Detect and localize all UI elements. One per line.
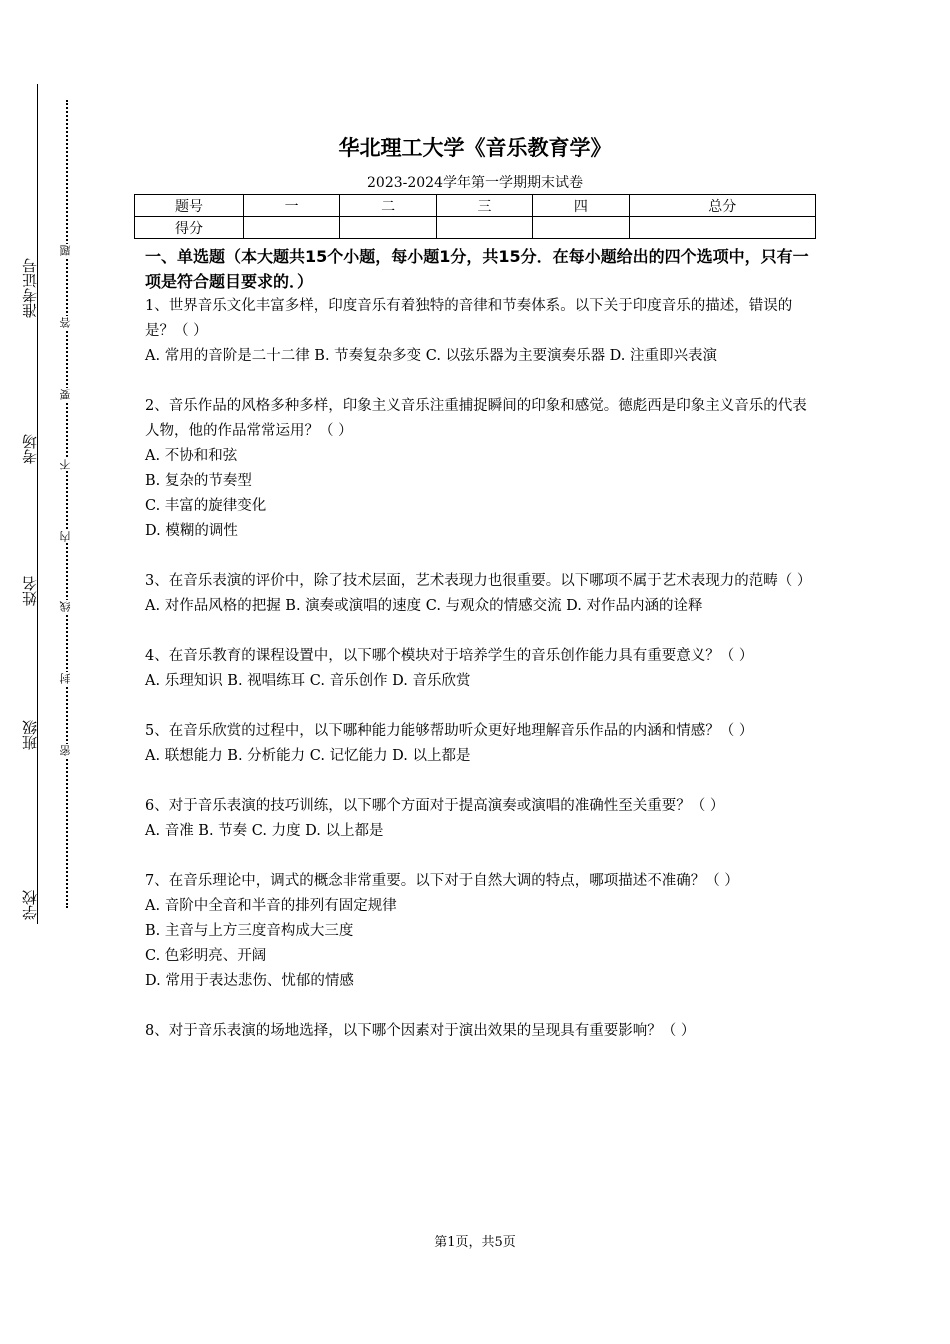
question-content <box>145 244 810 1044</box>
question-options: A. 乐理知识 B. 视唱练耳 C. 音乐创作 D. 音乐欣赏 <box>145 673 471 689</box>
question-5 <box>145 719 810 769</box>
header-cell: 二 <box>340 195 436 217</box>
question-6 <box>145 794 810 844</box>
question-stem: 6、对于音乐表演的技巧训练，以下哪个方面对于提高演奏或演唱的准确性至关重要？（ ） <box>145 798 725 814</box>
score-cell <box>629 217 815 239</box>
question-4 <box>145 644 810 694</box>
score-table-score-row <box>135 217 816 239</box>
score-table-header-row <box>135 195 816 217</box>
header-cell: 总分 <box>629 195 815 217</box>
question-options: A. 音准 B. 节奏 C. 力度 D. 以上都是 <box>145 823 384 839</box>
question-8 <box>145 1019 810 1044</box>
question-option: C. 丰富的旋律变化 <box>145 498 267 514</box>
question-stem: 3、在音乐表演的评价中，除了技术层面，艺术表现力也很重要。以下哪项不属于艺术表现力的范畴（ ） <box>145 573 812 589</box>
class-label: 班级 <box>21 720 39 750</box>
binding-solid-line <box>37 84 38 924</box>
seal-char: 要 <box>59 389 72 400</box>
question-stem: 4、在音乐教育的课程设置中，以下哪个模块对于培养学生的音乐创作能力具有重要意义？（ ） <box>145 648 754 664</box>
seal-char: 封 <box>59 673 72 684</box>
score-cell <box>436 217 532 239</box>
question-option: A. 音阶中全音和半音的排列有固定规律 <box>145 898 397 914</box>
seal-char: 线 <box>59 601 72 612</box>
header-cell: 三 <box>436 195 532 217</box>
question-option: A. 不协和和弦 <box>145 448 238 464</box>
question-option: C. 色彩明亮、开阔 <box>145 948 267 964</box>
header-cell: 一 <box>243 195 339 217</box>
seal-dotted-line <box>66 100 68 908</box>
question-stem: 7、在音乐理论中，调式的概念非常重要。以下对于自然大调的特点，哪项描述不准确？（ ） <box>145 873 739 889</box>
score-cell <box>340 217 436 239</box>
name-label: 姓名 <box>21 576 39 606</box>
question-1 <box>145 294 810 369</box>
seal-char: 密 <box>59 745 72 756</box>
question-options: A. 联想能力 B. 分析能力 C. 记忆能力 D. 以上都是 <box>145 748 471 764</box>
exam-room-label: 考场 <box>21 434 39 464</box>
score-cell <box>533 217 629 239</box>
question-7 <box>145 869 810 994</box>
question-option: B. 主音与上方三度音构成大三度 <box>145 923 354 939</box>
question-stem: 8、对于音乐表演的场地选择，以下哪个因素对于演出效果的呈现具有重要影响？（ ） <box>145 1023 696 1039</box>
exam-number-label: 准考证号 <box>21 258 39 318</box>
header-cell: 题号 <box>135 195 244 217</box>
question-stem: 5、在音乐欣赏的过程中，以下哪种能力能够帮助听众更好地理解音乐作品的内涵和情感？（ ） <box>145 723 754 739</box>
page-footer: 第1页，共5页 <box>434 1235 516 1250</box>
exam-subtitle: 2023-2024学年第一学期期末试卷 <box>367 175 583 191</box>
question-option: D. 模糊的调性 <box>145 523 238 539</box>
school-label: 学校 <box>21 890 39 920</box>
question-2 <box>145 394 810 544</box>
question-options: A. 对作品风格的把握 B. 演奏或演唱的速度 C. 与观众的情感交流 D. 对作品内涵的诠释 <box>145 598 703 614</box>
score-table <box>134 194 816 239</box>
question-stem: 2、音乐作品的风格多种多样，印象主义音乐注重捕捉瞬间的印象和感觉。德彪西是印象主义音乐的代表人物，他的作品常常运用？（ ） <box>145 398 807 439</box>
section-heading: 一、单选题（本大题共15个小题，每小题1分，共15分．在每小题给出的四个选项中，只有一项是符合题目要求的．） <box>145 247 809 291</box>
score-cell <box>243 217 339 239</box>
question-3 <box>145 569 810 619</box>
header-cell: 四 <box>533 195 629 217</box>
question-stem: 1、世界音乐文化丰富多样，印度音乐有着独特的音律和节奏体系。以下关于印度音乐的描述，错误的是？（ ） <box>145 298 793 339</box>
page-title: 华北理工大学《音乐教育学》 <box>338 136 612 160</box>
seal-char: 内 <box>59 531 72 542</box>
score-row-label: 得分 <box>135 217 244 239</box>
question-options: A. 常用的音阶是二十二律 B. 节奏复杂多变 C. 以弦乐器为主要演奏乐器 D. 注重即兴表演 <box>145 348 718 364</box>
question-option: B. 复杂的节奏型 <box>145 473 252 489</box>
seal-char: 答 <box>59 317 72 328</box>
question-option: D. 常用于表达悲伤、忧郁的情感 <box>145 973 354 989</box>
seal-char: 题 <box>59 245 72 256</box>
seal-char: 不 <box>59 459 72 470</box>
